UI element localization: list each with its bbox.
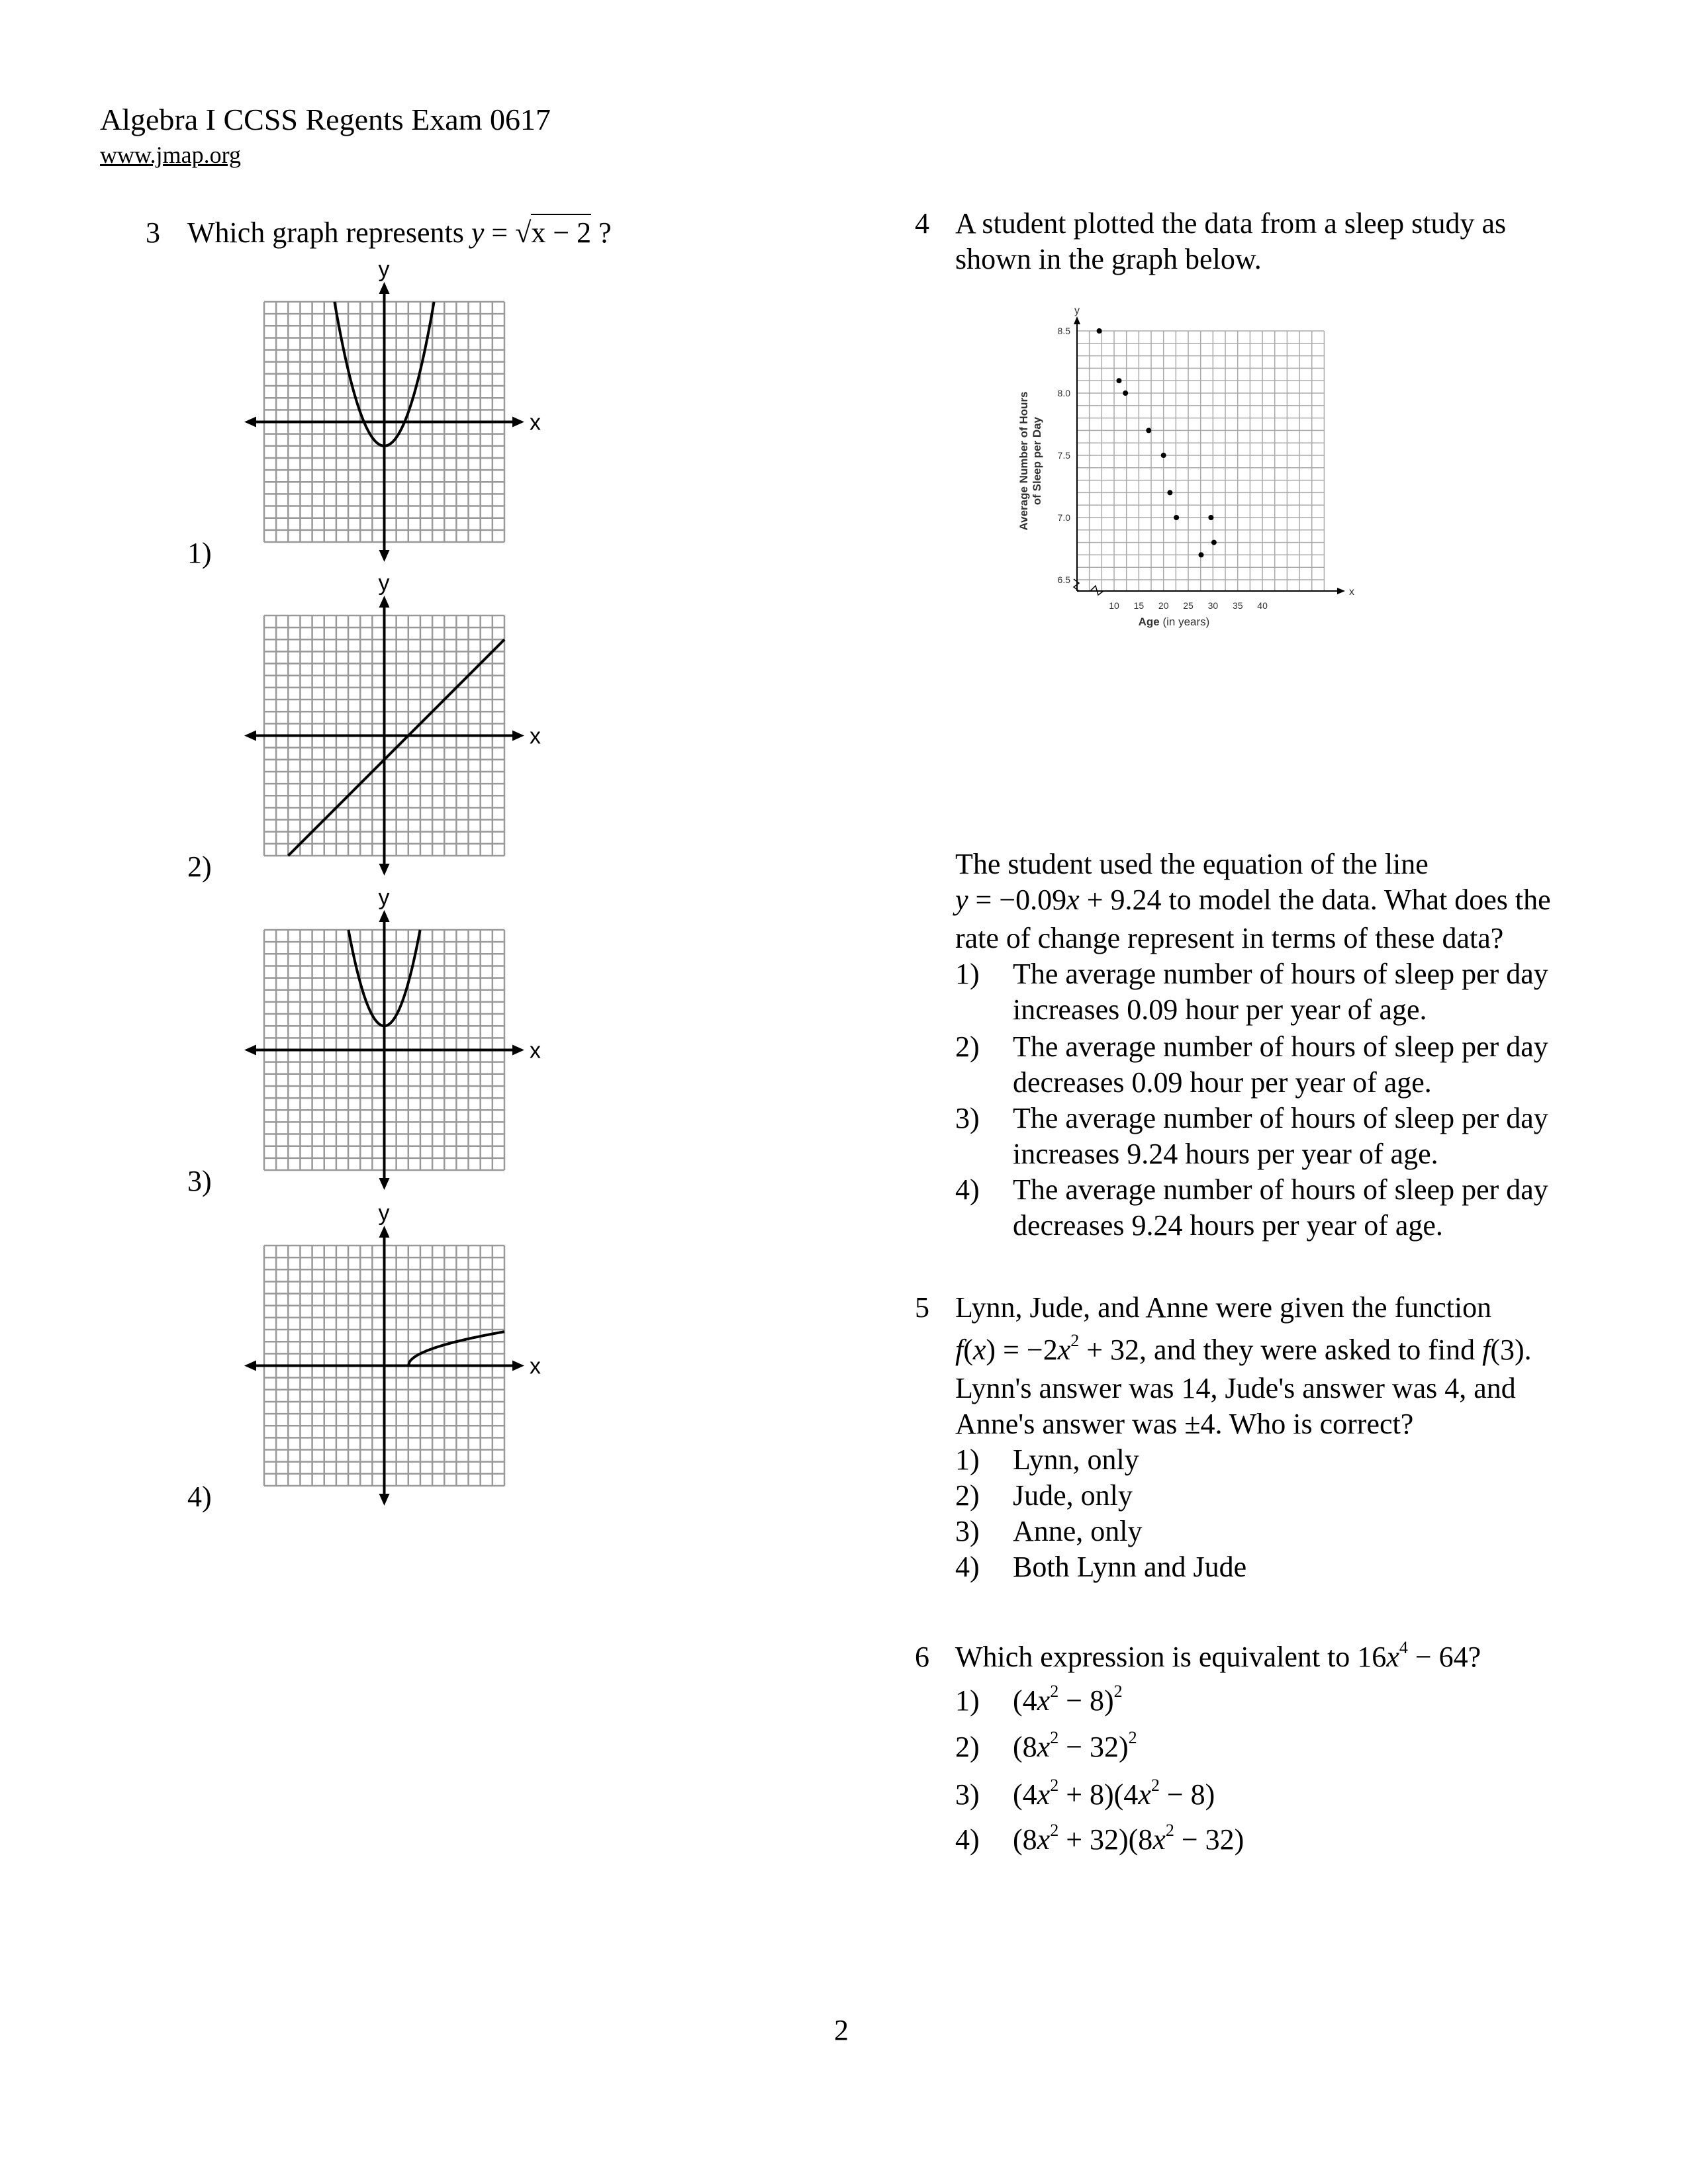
y-axis-title-line-1: Average Number of Hours bbox=[1017, 391, 1030, 531]
y-tick-label: 8.5 bbox=[1057, 326, 1070, 336]
choice-label: 1) bbox=[955, 1443, 980, 1476]
q5-line-1: Lynn, Jude, and Anne were given the function bbox=[955, 1291, 1492, 1324]
exp: 2 bbox=[1113, 1682, 1123, 1701]
y-arrow-icon bbox=[1074, 316, 1080, 324]
axis-arrow-icon bbox=[379, 910, 390, 922]
q3-text: Which graph represents bbox=[187, 216, 464, 249]
x: x bbox=[1386, 1641, 1399, 1673]
data-point bbox=[1097, 328, 1102, 334]
x: x bbox=[1037, 1778, 1051, 1811]
t: (3). bbox=[1490, 1334, 1532, 1366]
y-axis-label: y bbox=[378, 885, 390, 910]
choice-text: Both Lynn and Jude bbox=[1013, 1551, 1247, 1583]
x-axis-name: x bbox=[1349, 586, 1354, 598]
data-point bbox=[1123, 390, 1128, 396]
t: − 8) bbox=[1058, 1684, 1114, 1717]
p: ( bbox=[963, 1334, 973, 1366]
axis-arrow-icon bbox=[512, 1361, 524, 1371]
exp: 2 bbox=[1050, 1682, 1059, 1701]
y-tick-label: 7.5 bbox=[1057, 450, 1070, 461]
axis-arrow-icon bbox=[379, 282, 390, 294]
data-point bbox=[1116, 378, 1121, 383]
option-label: 4) bbox=[187, 1480, 212, 1513]
y-tick-label: 8.0 bbox=[1057, 388, 1070, 398]
data-point bbox=[1167, 490, 1172, 495]
exp: 2 bbox=[1050, 1821, 1059, 1840]
t: − 64? bbox=[1407, 1641, 1481, 1673]
data-point bbox=[1174, 515, 1179, 520]
choice-label: 4) bbox=[955, 1551, 980, 1583]
q3-number: 3 bbox=[146, 216, 160, 249]
exp: 2 bbox=[1070, 1331, 1080, 1350]
axis-arrow-icon bbox=[512, 417, 524, 428]
axis-arrow-icon bbox=[379, 1178, 390, 1190]
t: − 8) bbox=[1159, 1778, 1215, 1811]
q4-after-3: rate of change represent in terms of these data? bbox=[955, 922, 1504, 954]
exp: 2 bbox=[1165, 1821, 1174, 1840]
x-axis-label: x bbox=[530, 410, 541, 435]
choice-expression bbox=[1013, 1821, 1244, 1856]
eq-d: + 9.24 to model the data. What does the bbox=[1079, 884, 1551, 916]
graph-option-2[interactable] bbox=[238, 570, 582, 887]
radical-sign: √ bbox=[515, 216, 532, 249]
t: (8 bbox=[1013, 1823, 1037, 1856]
data-point bbox=[1208, 515, 1213, 520]
data-point bbox=[1161, 453, 1166, 458]
q4-line-1: A student plotted the data from a sleep study as bbox=[955, 207, 1507, 240]
choice-label: 3) bbox=[955, 1102, 980, 1134]
t: + 8)(4 bbox=[1058, 1778, 1139, 1811]
choice-label: 2) bbox=[955, 1731, 980, 1763]
x-arrow-icon bbox=[1337, 588, 1345, 594]
sleep-scatter-plot bbox=[1006, 298, 1536, 827]
option-label: 2) bbox=[187, 850, 212, 883]
exp: 2 bbox=[1050, 1728, 1059, 1747]
x: x bbox=[1138, 1778, 1151, 1811]
x-tick-label: 15 bbox=[1133, 600, 1145, 611]
y-tick-label: 7.0 bbox=[1057, 512, 1070, 523]
choice-line-2: decreases 9.24 hours per year of age. bbox=[1013, 1209, 1443, 1242]
y-axis-label: y bbox=[378, 1201, 390, 1226]
axis-break-icon bbox=[1074, 579, 1079, 591]
t: (8 bbox=[1013, 1731, 1037, 1763]
choice-label: 1) bbox=[955, 958, 980, 990]
graph-option-1[interactable] bbox=[238, 257, 582, 573]
eq-y: y bbox=[955, 884, 968, 916]
exp: 4 bbox=[1399, 1638, 1408, 1657]
choice-line-1: The average number of hours of sleep per day bbox=[1013, 958, 1548, 990]
axis-arrow-icon bbox=[244, 1361, 256, 1371]
q3-question bbox=[187, 218, 612, 248]
website-link[interactable]: www.jmap.org bbox=[100, 142, 241, 168]
q5-line-2 bbox=[955, 1331, 1532, 1366]
axis-arrow-icon bbox=[379, 1226, 390, 1238]
f: f bbox=[1482, 1334, 1491, 1366]
axis-arrow-icon bbox=[512, 731, 524, 741]
q4-after-1: The student used the equation of the line bbox=[955, 848, 1429, 880]
axis-arrow-icon bbox=[379, 550, 390, 562]
q5-number: 5 bbox=[915, 1291, 929, 1324]
choice-text: Jude, only bbox=[1013, 1479, 1133, 1512]
x-axis-title: Age (in years) bbox=[1138, 615, 1210, 628]
choice-line-1: The average number of hours of sleep per day bbox=[1013, 1173, 1548, 1206]
q5-line-4: Anne's answer was ±4. Who is correct? bbox=[955, 1408, 1414, 1440]
graph-option-4[interactable] bbox=[238, 1201, 582, 1517]
data-point bbox=[1146, 428, 1151, 433]
x-tick-label: 20 bbox=[1158, 600, 1169, 611]
t: Which expression is equivalent to 16 bbox=[955, 1641, 1387, 1673]
choice-line-2: increases 0.09 hour per year of age. bbox=[1013, 993, 1427, 1026]
x-axis-label: x bbox=[530, 1353, 541, 1379]
t: − 32) bbox=[1174, 1823, 1244, 1856]
y-axis-name: y bbox=[1074, 305, 1080, 316]
q3-eq-lhs: y bbox=[471, 216, 485, 249]
axis-arrow-icon bbox=[379, 1494, 390, 1506]
choice-label: 4) bbox=[955, 1823, 980, 1856]
exp: 2 bbox=[1128, 1728, 1137, 1747]
x-tick-label: 35 bbox=[1232, 600, 1243, 611]
page-number: 2 bbox=[834, 2014, 849, 2046]
y-axis-title-line-2: of Sleep per Day bbox=[1031, 416, 1043, 506]
axis-arrow-icon bbox=[244, 731, 256, 741]
eq-b: = −0.09 bbox=[968, 884, 1067, 916]
data-point bbox=[1198, 552, 1203, 557]
choice-line-2: decreases 0.09 hour per year of age. bbox=[1013, 1066, 1432, 1099]
axis-arrow-icon bbox=[244, 417, 256, 428]
choice-label: 3) bbox=[955, 1778, 980, 1811]
choice-text: Anne, only bbox=[1013, 1515, 1143, 1547]
axis-arrow-icon bbox=[512, 1045, 524, 1056]
choice-label: 2) bbox=[955, 1479, 980, 1512]
x-axis-label: x bbox=[530, 723, 541, 749]
x-axis-label: x bbox=[530, 1038, 541, 1064]
x: x bbox=[1037, 1684, 1051, 1717]
option-label: 3) bbox=[187, 1165, 212, 1197]
f: f bbox=[955, 1334, 964, 1366]
x-tick-label: 10 bbox=[1109, 600, 1119, 611]
exp: 2 bbox=[1050, 1776, 1059, 1795]
choice-expression bbox=[1013, 1728, 1137, 1763]
t: (4 bbox=[1013, 1684, 1037, 1717]
choice-label: 1) bbox=[955, 1684, 980, 1717]
exp: 2 bbox=[1150, 1776, 1160, 1795]
t: + 32)(8 bbox=[1058, 1823, 1153, 1856]
y-axis-label: y bbox=[378, 257, 390, 282]
x: x bbox=[1152, 1823, 1166, 1856]
q3-eq-end: ? bbox=[591, 216, 612, 249]
choice-label: 3) bbox=[955, 1515, 980, 1547]
q6-number: 6 bbox=[915, 1641, 929, 1673]
t: (4 bbox=[1013, 1778, 1037, 1811]
choice-label: 4) bbox=[955, 1173, 980, 1206]
graph-option-3[interactable] bbox=[238, 885, 582, 1201]
x: x bbox=[1037, 1731, 1051, 1763]
q5-line-3: Lynn's answer was 14, Jude's answer was 4, and bbox=[955, 1372, 1516, 1404]
t: ) = −2 bbox=[986, 1334, 1058, 1366]
t: − 32) bbox=[1058, 1731, 1129, 1763]
choice-line-1: The average number of hours of sleep per day bbox=[1013, 1030, 1548, 1063]
choice-expression bbox=[1013, 1776, 1215, 1811]
q6-question bbox=[955, 1638, 1481, 1673]
y-tick-label: 6.5 bbox=[1057, 574, 1070, 585]
x-tick-label: 40 bbox=[1257, 600, 1268, 611]
q4-equation bbox=[955, 886, 1551, 915]
x-tick-label: 25 bbox=[1183, 600, 1194, 611]
x: x bbox=[1057, 1334, 1071, 1366]
choice-line-2: increases 9.24 hours per year of age. bbox=[1013, 1138, 1438, 1170]
choice-text: Lynn, only bbox=[1013, 1443, 1139, 1476]
choice-label: 2) bbox=[955, 1030, 980, 1063]
document-title: Algebra I CCSS Regents Exam 0617 bbox=[100, 103, 551, 136]
x: x bbox=[972, 1334, 986, 1366]
q4-line-2: shown in the graph below. bbox=[955, 243, 1262, 275]
x: x bbox=[1037, 1823, 1051, 1856]
q4-number: 4 bbox=[915, 207, 929, 240]
choice-line-1: The average number of hours of sleep per day bbox=[1013, 1102, 1548, 1134]
q3-radicand: x − 2 bbox=[531, 214, 591, 249]
option-label: 1) bbox=[187, 537, 212, 569]
eq-x: x bbox=[1066, 884, 1080, 916]
axis-arrow-icon bbox=[379, 864, 390, 876]
axis-arrow-icon bbox=[244, 1045, 256, 1056]
choice-expression bbox=[1013, 1682, 1123, 1717]
x-tick-label: 30 bbox=[1207, 600, 1219, 611]
y-axis-label: y bbox=[378, 570, 390, 596]
q3-eq: = bbox=[484, 216, 516, 249]
data-point bbox=[1211, 540, 1217, 545]
axis-arrow-icon bbox=[379, 596, 390, 608]
t: + 32, and they were asked to find bbox=[1079, 1334, 1483, 1366]
